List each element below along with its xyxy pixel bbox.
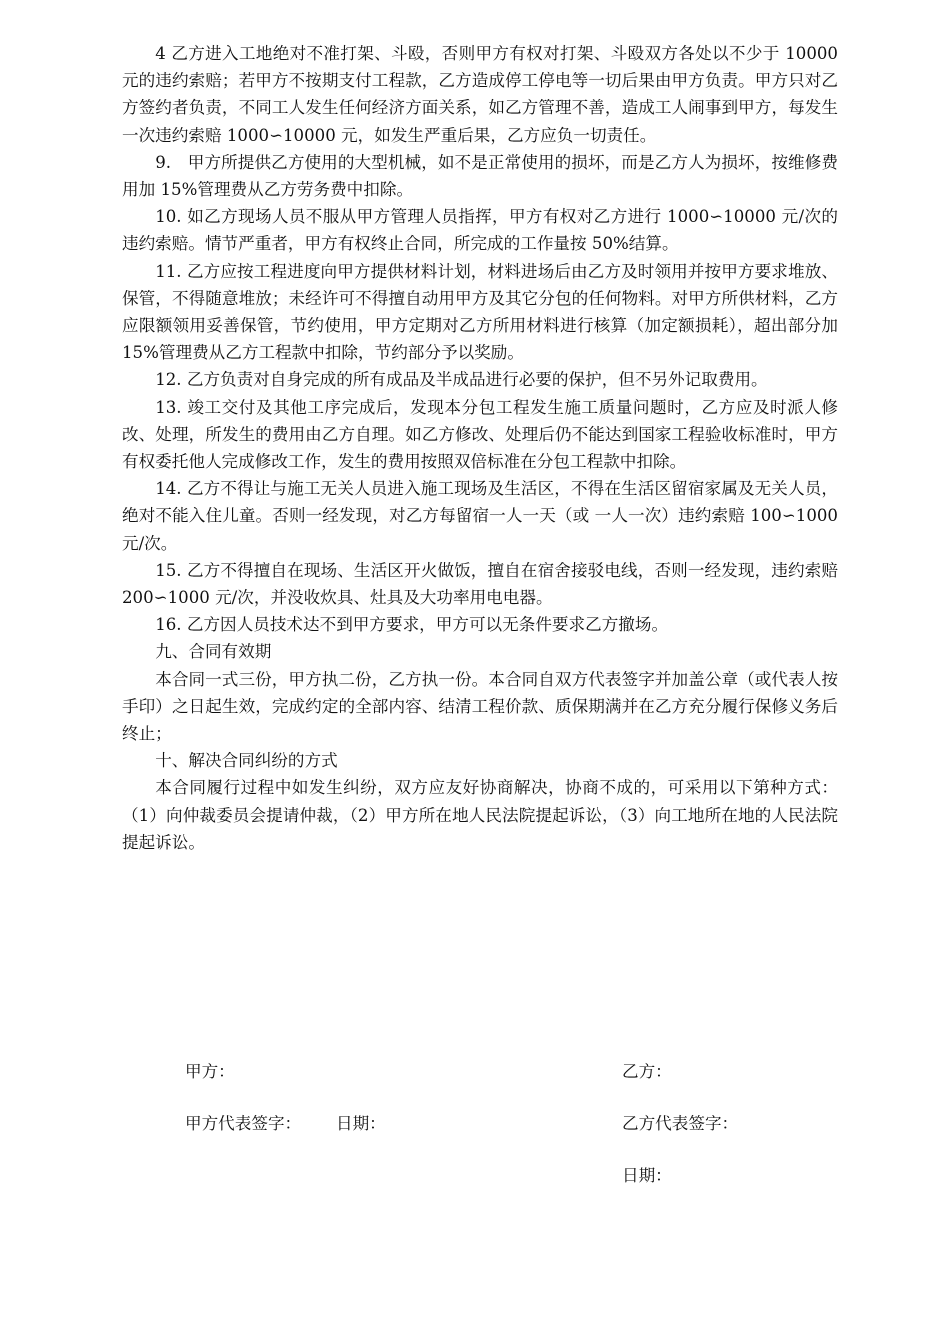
clause-11: 11. 乙方应按工程进度向甲方提供材料计划，材料进场后由乙方及时领用并按甲方要求堆放、保管，不得随意堆放；未经许可不得擅自动用甲方及其它分包的任何物料。对甲方所供材料，乙方应限额领用妥善保管，节约使用，甲方定期对乙方所用材料进行核算（加定额损耗），超出部分加 15%管理费从乙方工程款中扣除，节约部分予以奖励。	[122, 261, 838, 363]
validity-text: 本合同一式三份，甲方执二份，乙方执一份。本合同自双方代表签字并加盖公章（或代表人按手印）之日起生效，完成约定的全部内容、结清工程价款、质保期满并在乙方充分履行保修义务后终止；	[122, 669, 838, 744]
clause-9: 9. 甲方所提供乙方使用的大型机械，如不是正常使用的损坏，而是乙方人为损坏，按维修费用加 15%管理费从乙方劳务费中扣除。	[122, 152, 838, 200]
party-a-rep-signature-label: 甲方代表签字：	[185, 1114, 302, 1133]
clause-14: 14. 乙方不得让与施工无关人员进入施工现场及生活区，不得在生活区留宿家属及无关人员，绝对不能入住儿童。否则一经发现，对乙方每留宿一人一天（或 一人一次）违约索赔 100∽1000 元/次。	[122, 479, 838, 553]
clause-4: 4 乙方进入工地绝对不准打架、斗殴，否则甲方有权对打架、斗殴双方各处以不少于 10000 元的违约索赔；若甲方不按期支付工程款，乙方造成停工停电等一切后果由甲方负责。甲方只对乙方签约者负责，不同工人发生任何经济方面关系，如乙方管理不善，造成工人闹事到甲方，每发生一次违约索赔 1000∽10000 元，如发生严重后果，乙方应负一切责任。	[122, 44, 838, 145]
section-heading-disputes: 十、解决合同纠纷的方式	[155, 751, 338, 771]
clause-13: 13. 竣工交付及其他工序完成后，发现本分包工程发生施工质量问题时，乙方应及时派人修改、处理，所发生的费用由乙方自理。如乙方修改、处理后仍不能达到国家工程验收标准时，甲方有权委托他人完成修改工作，发生的费用按照双倍标准在分包工程款中扣除。	[122, 397, 838, 472]
contract-body	[122, 40, 838, 856]
clause-15: 15. 乙方不得擅自在现场、生活区开火做饭，擅自在宿舍接驳电线，否则一经发现，违约索赔 200∽1000 元/次，并没收炊具、灶具及大功率用电电器。	[122, 560, 838, 608]
section-heading-validity: 九、合同有效期	[155, 642, 272, 662]
party-a-label: 甲方：	[185, 1062, 235, 1081]
clause-16: 16. 乙方因人员技术达不到甲方要求，甲方可以无条件要求乙方撤场。	[155, 615, 669, 635]
party-a-date-label: 日期：	[336, 1114, 386, 1133]
party-b-rep-signature-label: 乙方代表签字：	[622, 1114, 739, 1133]
party-b-label: 乙方：	[622, 1062, 672, 1081]
clause-12: 12. 乙方负责对自身完成的所有成品及半成品进行必要的保护，但不另外记取费用。	[155, 370, 768, 390]
disputes-text: 本合同履行过程中如发生纠纷，双方应友好协商解决，协商不成的，可采用以下第种方式：（1）向仲裁委员会提请仲裁，（2）甲方所在地人民法院提起诉讼，（3）向工地所在地的人民法院提起诉讼。	[122, 778, 838, 852]
party-b-date-label: 日期：	[622, 1166, 672, 1185]
clause-10: 10. 如乙方现场人员不服从甲方管理人员指挥，甲方有权对乙方进行 1000∽10000 元/次的违约索赔。情节严重者，甲方有权终止合同，所完成的工作量按 50%结算。	[122, 207, 838, 254]
